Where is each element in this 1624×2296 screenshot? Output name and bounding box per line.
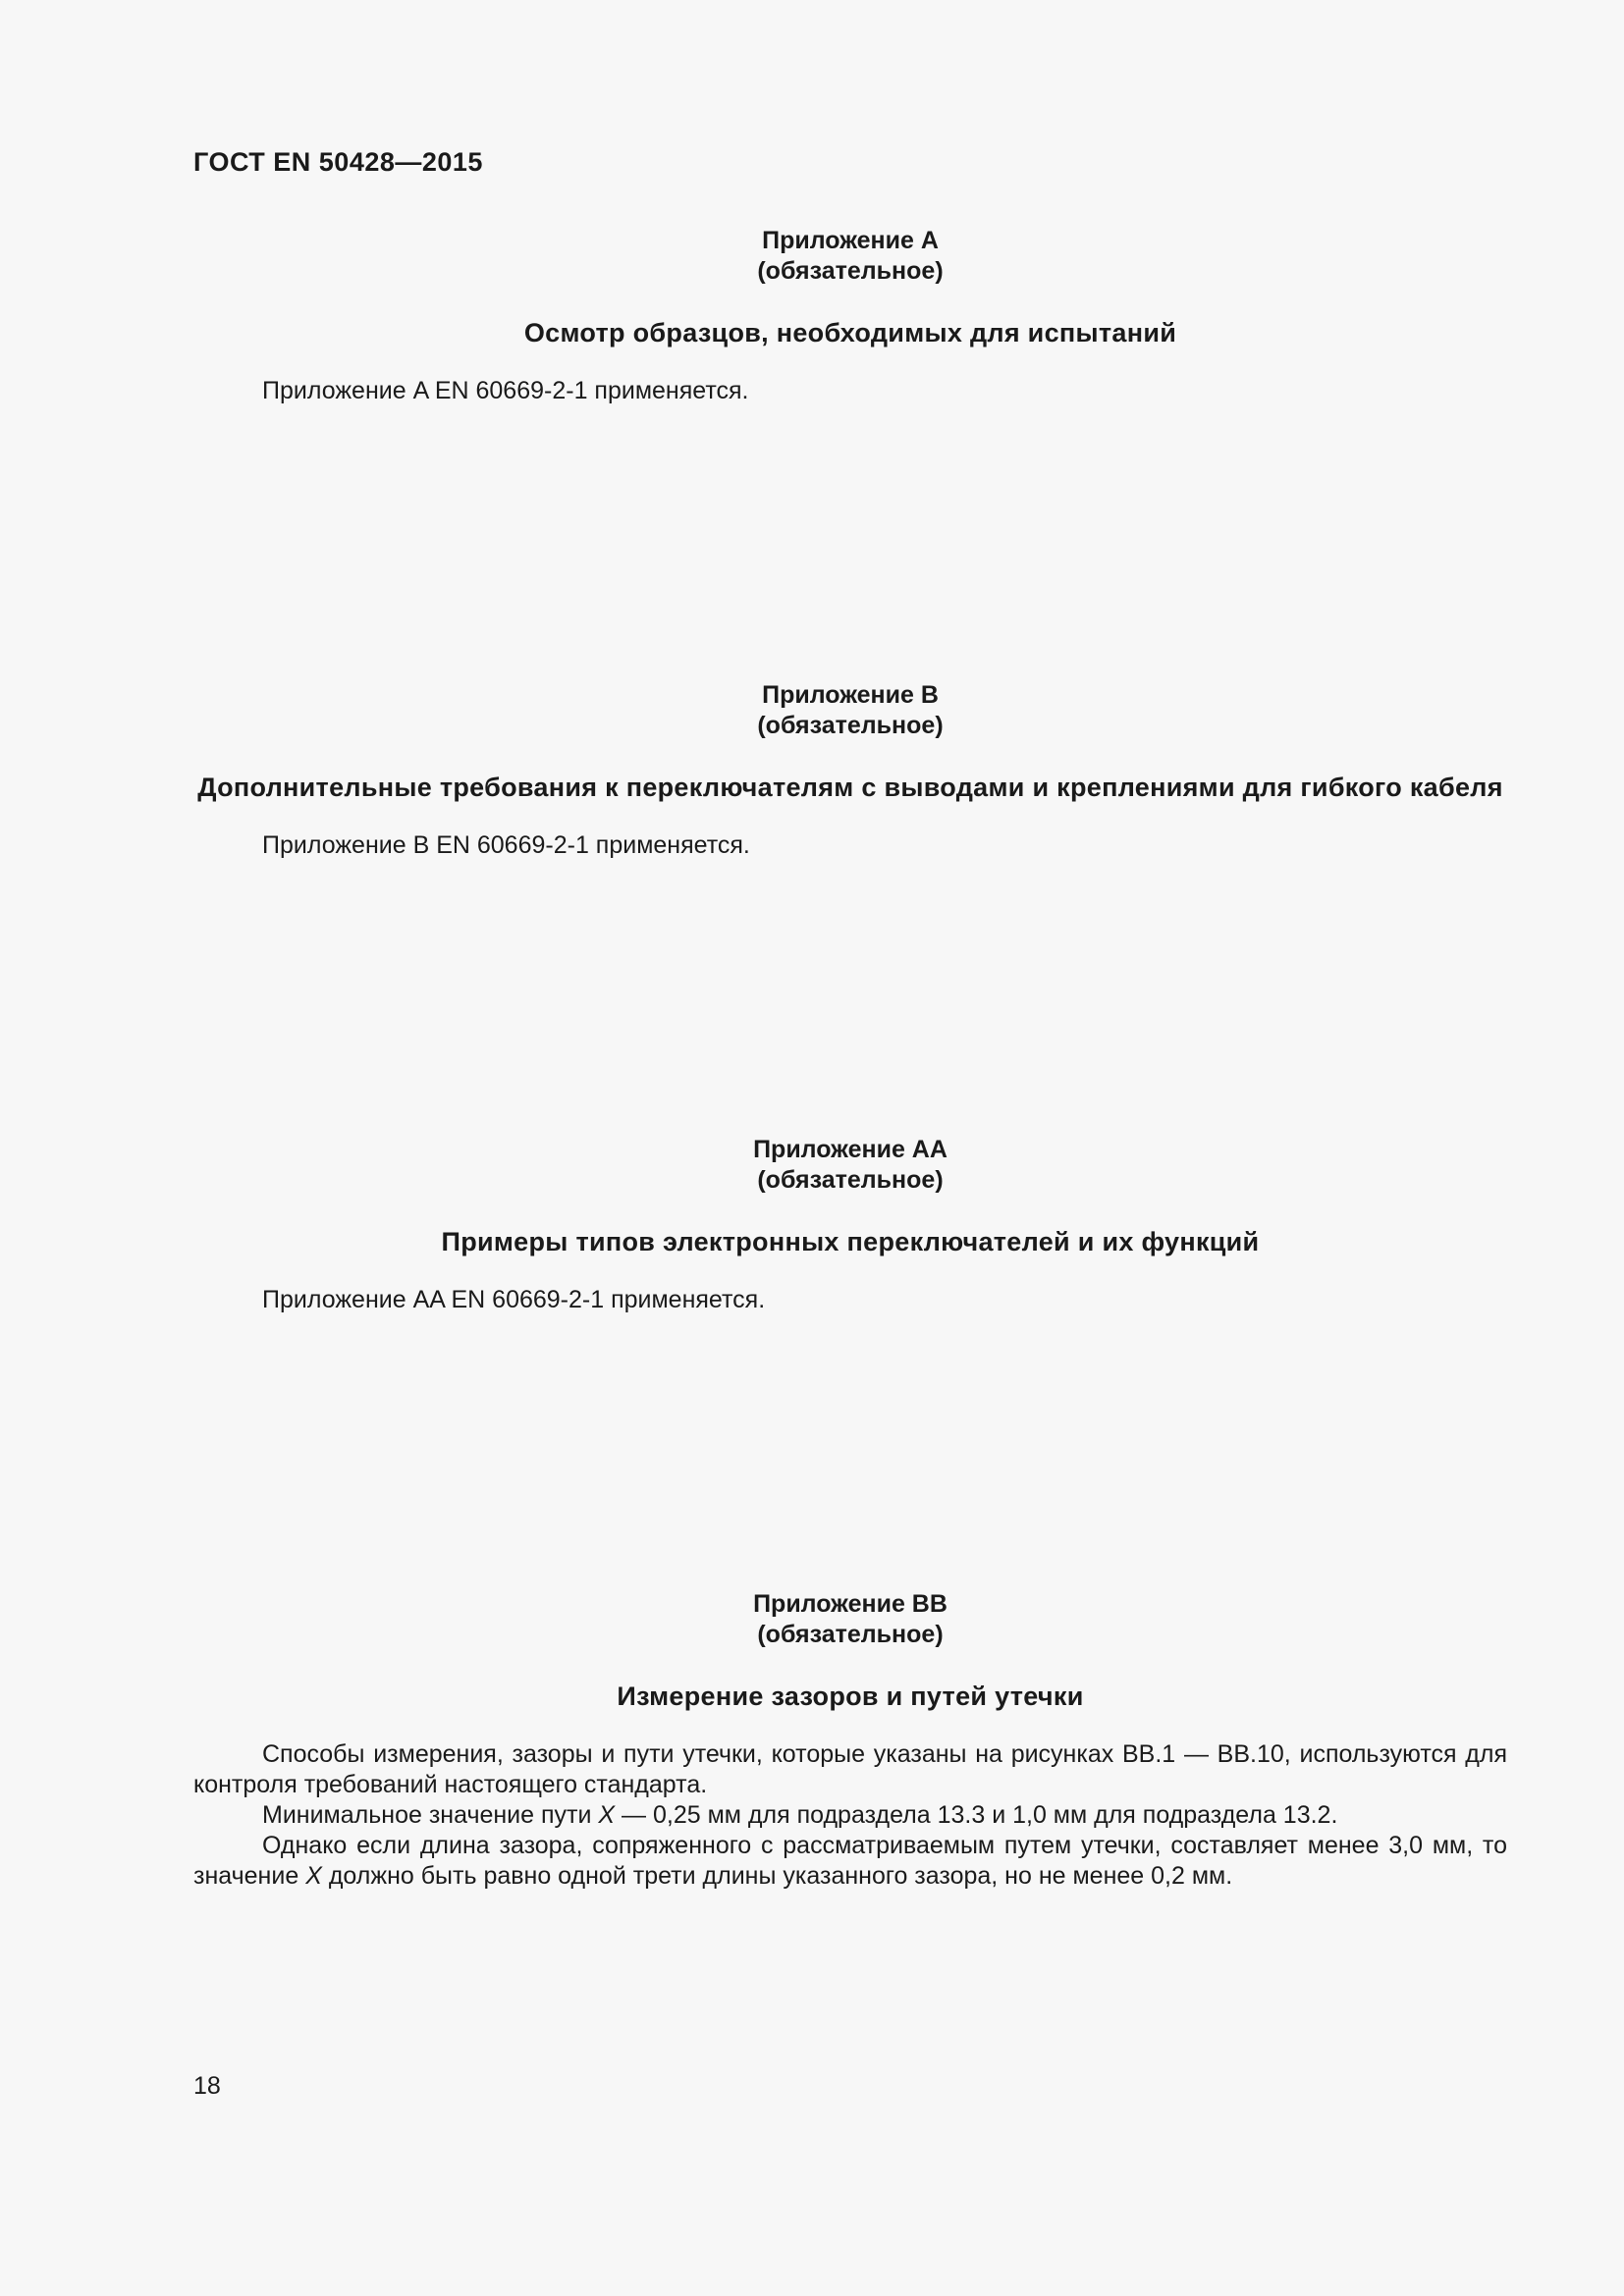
annex-paragraph: Приложение A EN 60669-2-1 применяется. bbox=[262, 377, 749, 404]
annex-status: (обязательное) bbox=[757, 257, 944, 285]
annex-b bbox=[193, 680, 1507, 861]
annex-bb bbox=[193, 1589, 1507, 1892]
annex-title: Осмотр образцов, необходимых для испытаний bbox=[523, 318, 1177, 347]
annex-status: (обязательное) bbox=[757, 712, 944, 739]
text-run: Однако если длина зазора, сопряженного с рассматриваемым путем утечки, составляет менее 3,0 мм, то значение bbox=[193, 1832, 1507, 1890]
annex-a bbox=[193, 226, 1507, 406]
annex-heading bbox=[193, 226, 1507, 287]
annex-heading bbox=[193, 680, 1507, 741]
text-run: должно быть равно одной трети длины указанного зазора, но не менее 0,2 мм. bbox=[321, 1862, 1233, 1890]
annex-paragraph: Приложение AA EN 60669-2-1 применяется. bbox=[262, 1286, 766, 1313]
annex-title: Измерение зазоров и путей утечки bbox=[617, 1682, 1084, 1711]
annex-label: Приложение BB bbox=[753, 1590, 947, 1618]
page-number: 18 bbox=[193, 2072, 221, 2100]
text-run: Минимальное значение пути bbox=[262, 1801, 599, 1829]
annex-heading bbox=[193, 1589, 1507, 1650]
annex-title: Дополнительные требования к переключателям с выводами и креплениями для гибкого кабеля bbox=[197, 773, 1503, 802]
annex-label: Приложение AA bbox=[753, 1136, 947, 1163]
annex-paragraph bbox=[193, 1800, 1507, 1831]
variable-x: X bbox=[305, 1862, 322, 1890]
annex-aa bbox=[193, 1135, 1507, 1315]
annex-paragraph: Способы измерения, зазоры и пути утечки, которые указаны на рисунках BB.1 — BB.10, используются для контроля требований настоящего стандарта. bbox=[193, 1740, 1507, 1798]
annex-title: Примеры типов электронных переключателей и их функций bbox=[441, 1227, 1260, 1256]
variable-x: X bbox=[598, 1801, 616, 1829]
document-code: ГОСТ EN 50428—2015 bbox=[193, 147, 483, 177]
annex-body bbox=[193, 830, 1507, 861]
annex-status: (обязательное) bbox=[757, 1621, 944, 1648]
annex-body bbox=[193, 376, 1507, 406]
annex-paragraph: Приложение B EN 60669-2-1 применяется. bbox=[262, 831, 750, 859]
annex-body bbox=[193, 1285, 1507, 1315]
text-run: — 0,25 мм для подраздела 13.3 и 1,0 мм для подраздела 13.2. bbox=[615, 1801, 1338, 1829]
annex-body bbox=[193, 1739, 1507, 1892]
annex-heading bbox=[193, 1135, 1507, 1196]
annex-status: (обязательное) bbox=[757, 1166, 944, 1194]
annex-label: Приложение B bbox=[762, 681, 939, 709]
annex-label: Приложение A bbox=[762, 227, 939, 254]
annex-paragraph bbox=[193, 1831, 1507, 1892]
